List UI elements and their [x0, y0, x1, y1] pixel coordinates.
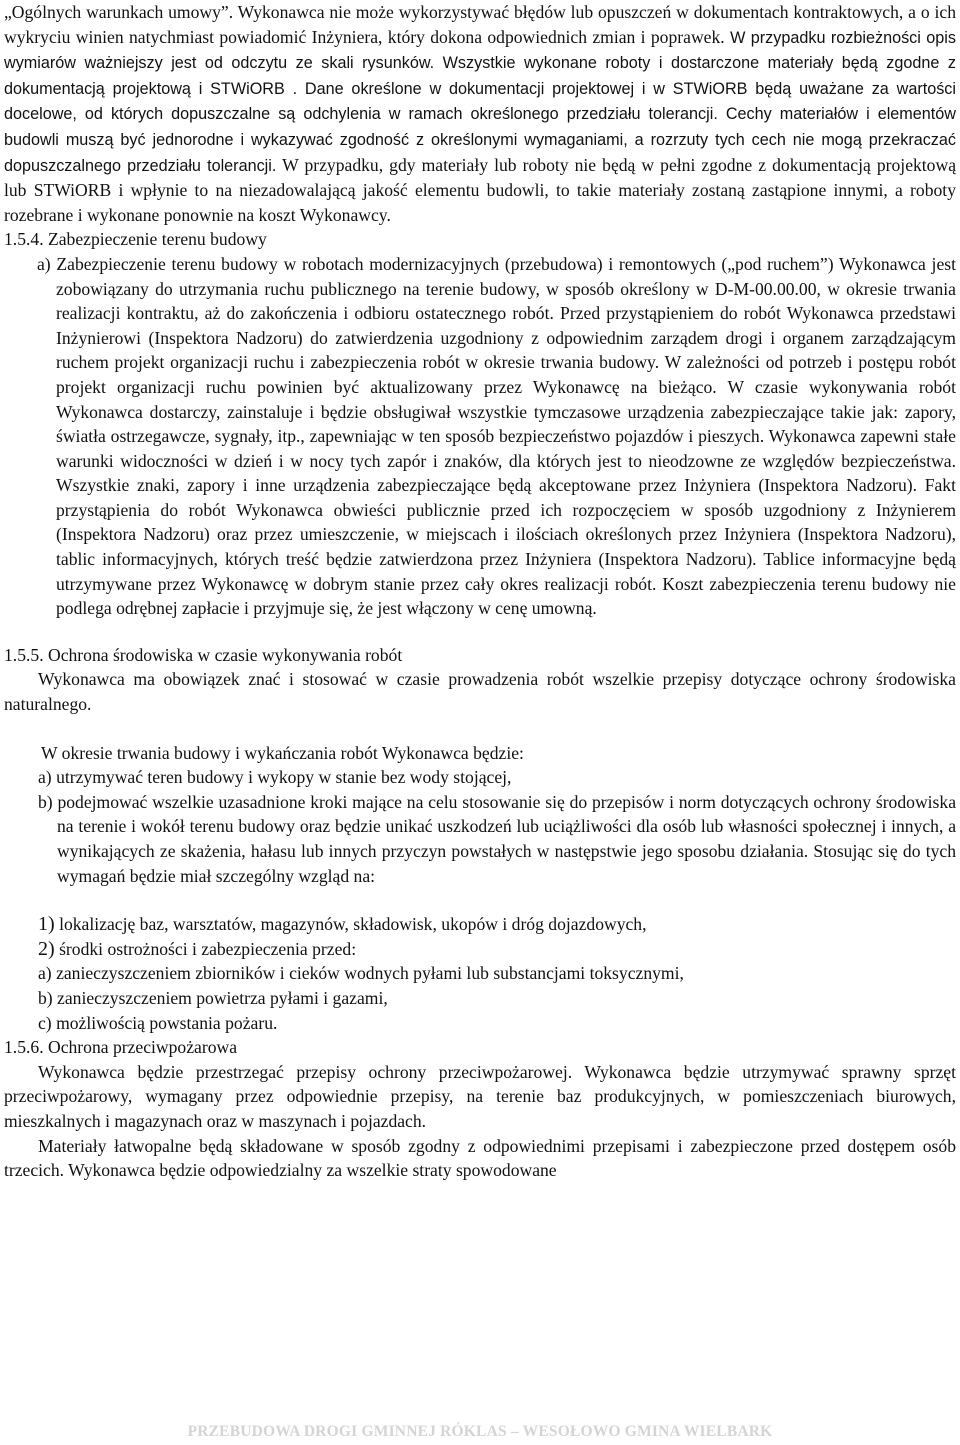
list-item-b: b) podejmować wszelkie uzasadnione kroki mające na celu stosowanie się do przepisów i norm dotyczących ochrony środowiska na terenie i wokół terenu budowy oraz będzie unikać uszkodzeń lub uciążliwości dla osób lub własności społecznej i innych, a wynikających ze skażenia, hałasu lub innych przyczyn powstałych w następstwie jego sposobu działania. Stosując się do tych wymagań będzie miał szczególny wzgląd na:: [38, 791, 956, 886]
item-text: środki ostrożności i zabezpieczenia przed:: [54, 938, 357, 959]
spacer: [4, 717, 956, 741]
item-text: lokalizację baz, warsztatów, magazynów, składowisk, ukopów i dróg dojazdowych,: [54, 914, 647, 935]
item-number: 1): [38, 913, 55, 936]
section-heading-1-5-6: 1.5.6. Ochrona przeciwpożarowa: [4, 1037, 238, 1058]
list-item-site-protection: a) Zabezpieczenie terenu budowy w robotach modernizacyjnych (przebudowa) i remontowych („pod ruchem”) Wykonawca jest zobowiązany do utrzymania ruchu publicznego na terenie budowy, w sposób określony w D-M-00.00.00, w okresie trwania realizacji kontraktu, aż do zakończenia i odbioru ostatecznego robót. Przed przystąpieniem do robót Wykonawca przedstawi Inżynierowi (Inspektora Nadzoru) do zatwierdzenia uzgodniony z odpowiednim zarządem drogi i organem zarządzającym ruchem projekt organizacji ruchu i zabezpieczenia robót w okresie trwania budowy. W zależności od potrzeb i postępu robót projekt organizacji ruchu powinien być aktualizowany przez Wykonawcę na bieżąco. W czasie wykonywania robót Wykonawca dostarczy, zainstaluje i będzie obsługiwał wszystkie tymczasowe urządzenia zabezpieczające takie jak: zapory, światła ostrzegawcze, sygnały, itp., zapewniając w ten sposób bezpieczeństwo pojazdów i pieszych. Wykonawca zapewni stałe warunki widoczności w dzień i w nocy tych zapór i znaków, dla których jest to nieodzowne ze względów bezpieczeństwa. Wszystkie znaki, zapory i inne urządzenia zabezpieczające będą akceptowane przez Inżyniera (Inspektora Nadzoru). Fakt przystąpienia do robót Wykonawca obwieści publicznie przed ich rozpoczęciem w sposób uzgodniony z Inżynierem (Inspektora Nadzoru) oraz przez umieszczenie, w miejscach i ilościach określonych przez Inżyniera (Inspektora Nadzoru), tablic informacyjnych, których treść będzie zatwierdzona przez Inżyniera (Inspektora Nadzoru). Tablice informacyjne będą utrzymywane przez Wykonawcę w dobrym stanie przez cały okres realizacji robót. Koszt zabezpieczenia terenu budowy nie podlega odrębnej zapłacie i przyjmuje się, że jest włączony w cenę umowną.: [37, 253, 956, 619]
paragraph-fire-protection: Wykonawca będzie przestrzegać przepisy ochrony przeciwpożarowej. Wykonawca będzie utrzymywać sprawny sprzęt przeciwpożarowy, wymagany przez odpowiednie przepisy, na terenie baz produkcyjnych, w pomieszczeniach biurowych, mieszkalnych i magazynach oraz w maszynach i pojazdach.: [4, 1061, 956, 1131]
numbered-item-1: [38, 912, 956, 937]
text-run: Wszystkie wykonane roboty i dostarczone materiały będą zgodne z dokumentacją projektową i STWiORB .: [4, 54, 956, 98]
list-item-a: a) utrzymywać teren budowy i wykopy w stanie bez wody stojącej,: [38, 767, 512, 788]
spacer: [4, 621, 956, 643]
numbered-item-2: [38, 937, 956, 962]
paragraph-general-conditions: [4, 0, 956, 227]
section-heading-1-5-5: 1.5.5. Ochrona środowiska w czasie wykonywania robót: [4, 644, 403, 665]
text-run: W przypadku rozbieżności opis wymiarów ważniejszy jest od odczytu ze skali rysunków.: [4, 28, 956, 73]
sublist-item-c: c) możliwością powstania pożaru.: [38, 1012, 278, 1033]
sublist-item-a: a) zanieczyszczeniem zbiorników i cieków wodnych pyłami lub substancjami toksycznymi,: [38, 963, 684, 984]
text-run: W przypadku, gdy materiały lub roboty nie będą w pełni zgodne z dokumentacją projektową lub STWiORB i wpłynie to na niezadowalającą jakość elementu budowli, to takie materiały zostaną zastąpione innymi, a roboty rozebrane i wykonane ponownie na koszt Wykonawcy.: [4, 154, 956, 225]
text-run: „Ogólnych warunkach umowy”. Wykonawca nie może wykorzystywać błędów lub opuszczeń w dokumentach kontraktowych, a o ich wykryciu winien natychmiast powiadomić Inżyniera, który dokona odpowiednich zmian i poprawek.: [4, 2, 956, 47]
paragraph-environment-duty: Wykonawca ma obowiązek znać i stosować w czasie prowadzenia robót wszelkie przepisy dotyczące ochrony środowiska naturalnego.: [4, 669, 956, 715]
document-page: [4, 0, 956, 1183]
page-footer: PRZEBUDOWA DROGI GMINNEJ RÓKLAS – WESOŁOWO GMINA WIELBARK: [187, 1423, 773, 1440]
text-run: Dane określone w dokumentacji projektowej i w STWiORB będą uważane za wartości docelowe, od których dopuszczalne są odchylenia w ramach określonego przedziału tolerancji. Cechy materiałów i elementów budowli muszą być jednorodne i wykazywać zgodność z określonymi wymaganiami, a rozrzuty tych cech nie mogą przekraczać dopuszczalnego przedziału tolerancji.: [4, 79, 956, 175]
paragraph-construction-period: W okresie trwania budowy i wykańczania robót Wykonawca będzie:: [41, 742, 524, 763]
paragraph-flammable-materials: Materiały łatwopalne będą składowane w sposób zgodny z odpowiednimi przepisami i zabezpieczone przed dostępem osób trzecich. Wykonawca będzie odpowiedzialny za wszelkie straty spowodowane: [4, 1135, 956, 1181]
sublist-item-b: b) zanieczyszczeniem powietrza pyłami i gazami,: [38, 987, 388, 1008]
spacer: [4, 888, 956, 912]
item-number: 2): [38, 937, 55, 960]
section-heading-1-5-4: 1.5.4. Zabezpieczenie terenu budowy: [4, 229, 267, 250]
